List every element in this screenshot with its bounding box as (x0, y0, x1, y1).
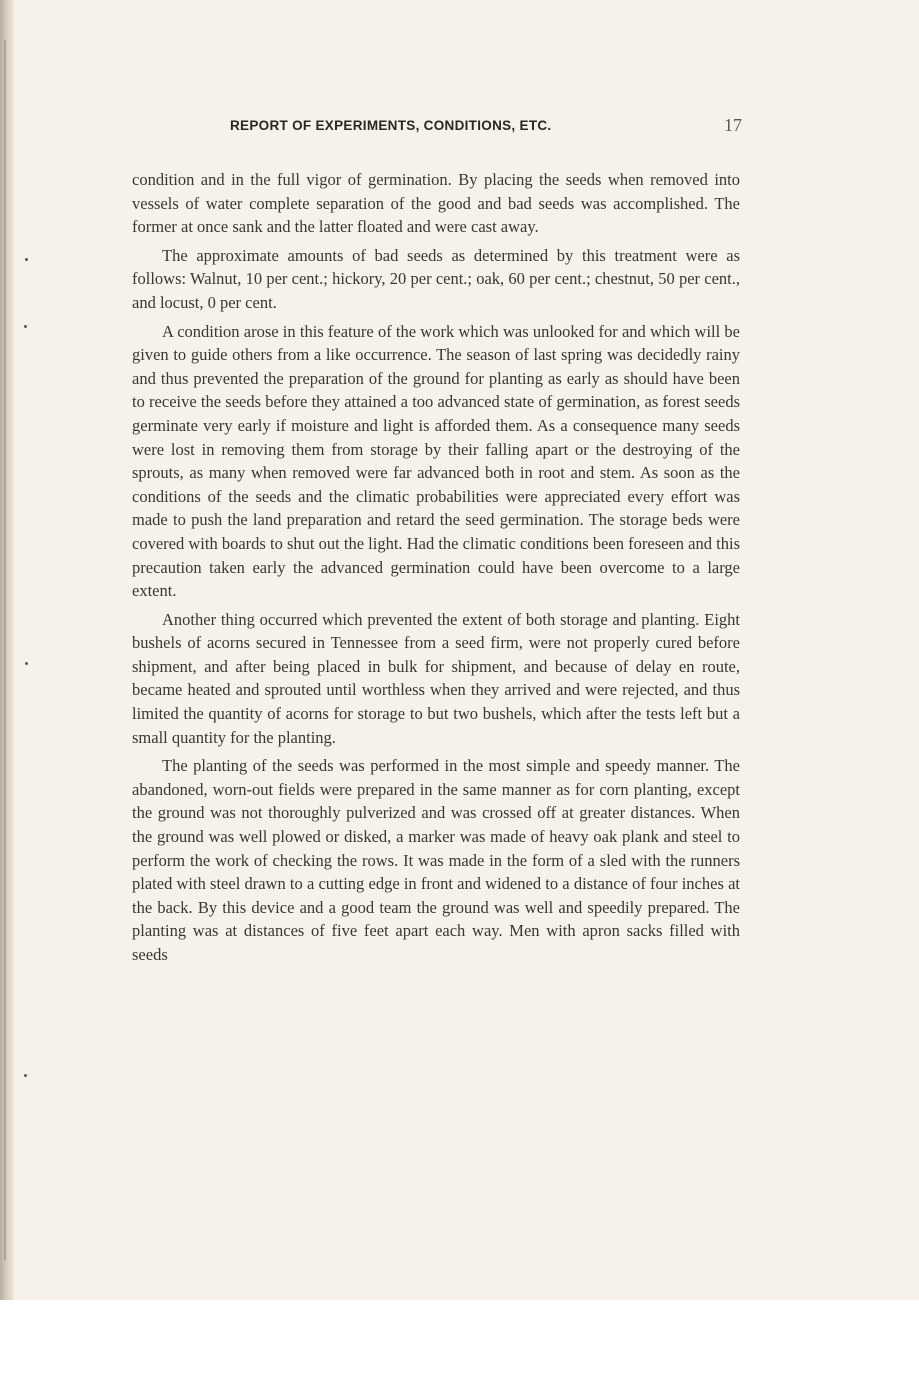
binding-line (4, 40, 6, 1260)
margin-speck (25, 662, 28, 665)
margin-speck (24, 1074, 27, 1077)
running-title: REPORT OF EXPERIMENTS, CONDITIONS, ETC. (230, 118, 552, 133)
paragraph-bad-seed-amounts: The approximate amounts of bad seeds as determined by this treatment were as follows: Walnut, 10 per cent.; hickory, 20 per cent.; oak, 60 per cent.; chestnut, 50 per cent., and locust, 0 per cent. (132, 245, 740, 312)
paragraph-acorn-shipment: Another thing occurred which prevented the extent of both storage and planting. Eight bushels of acorns secured in Tennessee from a seed firm, were not properly cured before shipment, and after being placed in bulk for shipment, and because of delay en route, became heated and sprouted until worthless when they arrived and were rejected, and thus limited the quantity of acorns for storage to but two bushels, which after the tests left but a small quantity for the planting. (132, 609, 740, 747)
page-header (130, 115, 742, 140)
page-number: 17 (724, 115, 742, 135)
paragraph-continuation: condition and in the full vigor of germination. By placing the seeds when removed into vessels of water complete separation of the good and bad seeds was accomplished. The former at once sank and the latter floated and were cast away. (132, 170, 740, 237)
margin-speck (25, 258, 28, 261)
margin-speck (24, 325, 27, 328)
bottom-margin-band (0, 1300, 919, 1390)
page-spine-edge (0, 0, 14, 1300)
body-text (132, 168, 740, 972)
paragraph-unlooked-condition: A condition arose in this feature of the work which was unlooked for and which will be given to guide others from a like occurrence. The season of last spring was decidedly rainy and thus prevented the preparation of the ground for planting as early as should have been to receive the seeds before they attained a too advanced state of germination, as forest seeds germinate very early if moisture and light is afforded them. As a consequence many seeds were lost in removing them from storage by their falling apart or the destroying of the sprouts, as many when removed were far advanced both in root and stem. As soon as the conditions of the seeds and the climatic probabilities were appreciated every effort was made to push the land preparation and retard the seed germination. The storage beds were covered with boards to shut out the light. Had the climatic conditions been foreseen and this precaution taken early the advanced germination could have been overcome to a large extent. (132, 321, 740, 601)
paragraph-planting-method: The planting of the seeds was performed in the most simple and speedy manner. The abandoned, worn-out fields were prepared in the same manner as for corn planting, except the ground was not thoroughly pulverized and was crossed off at greater distances. When the ground was well plowed or disked, a marker was made of heavy oak plank and steel to perform the work of checking the rows. It was made in the form of a sled with the runners plated with steel drawn to a cutting edge in front and widened to a distance of four inches at the back. By this device and a good team the ground was well and speedily prepared. The planting was at distances of five feet apart each way. Men with apron sacks filled with seeds (132, 756, 740, 964)
